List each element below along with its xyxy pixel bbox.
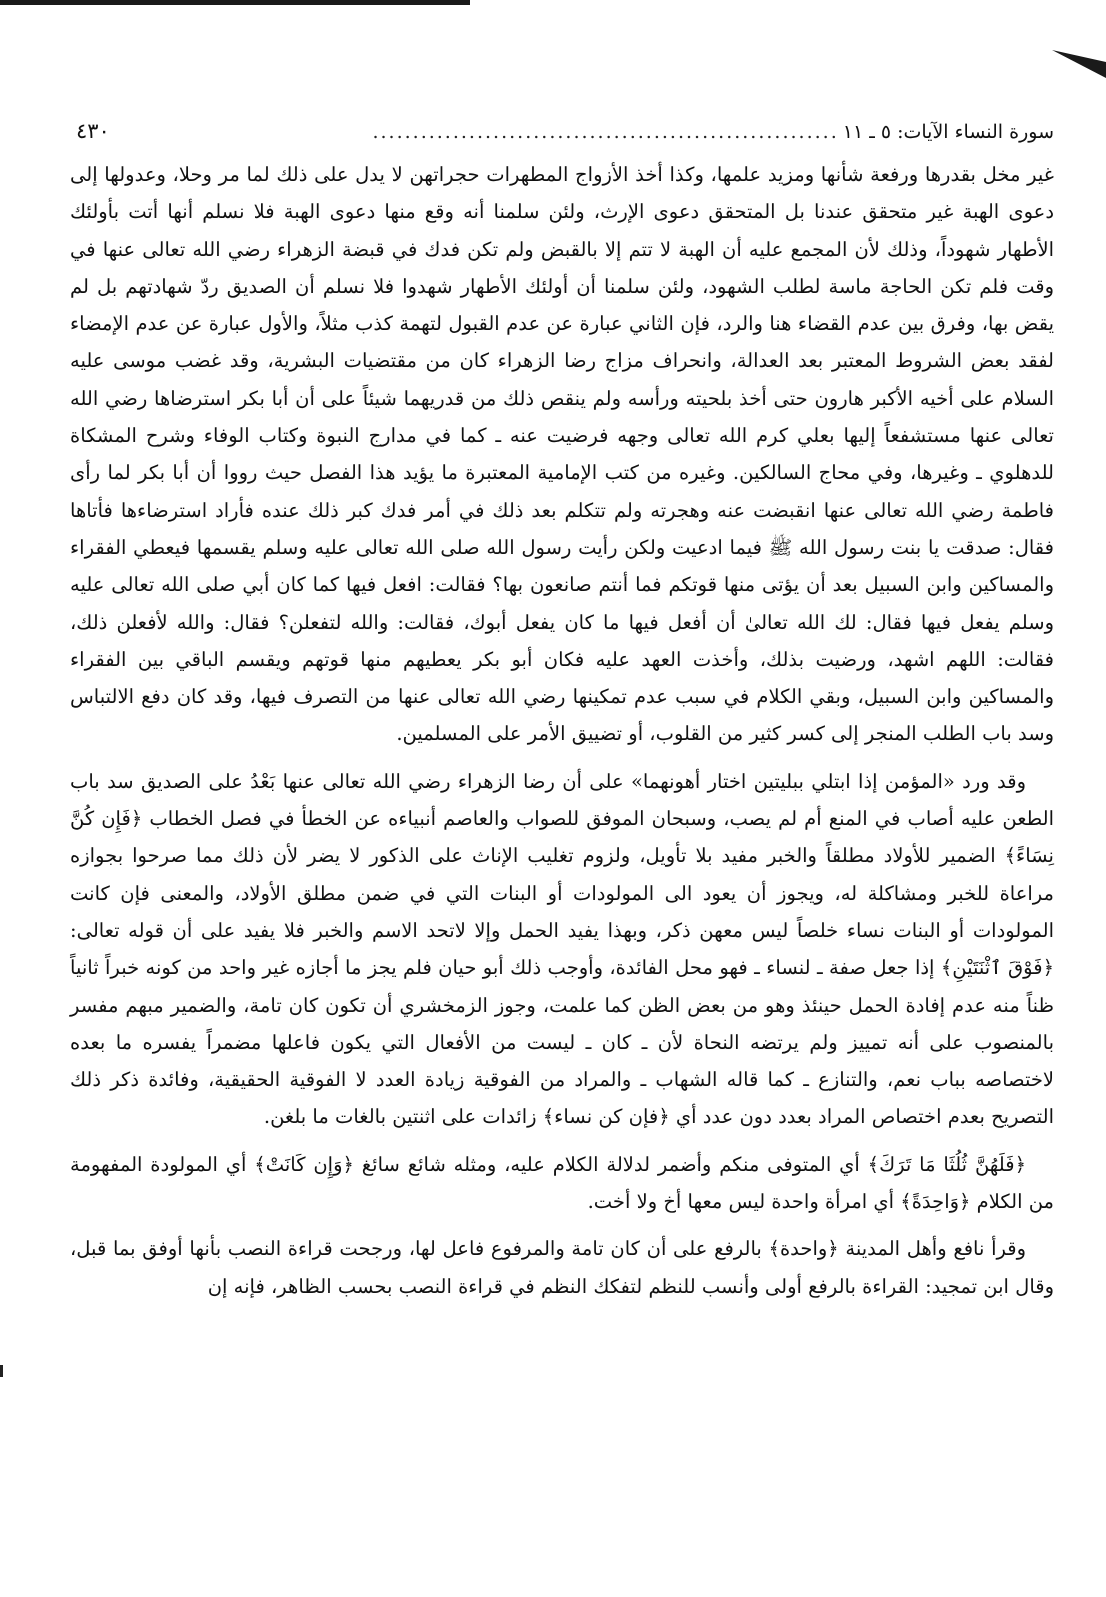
scan-edge-line (0, 0, 470, 5)
paragraph-1: غير مخل بقدرها ورفعة شأنها ومزيد علمها، وكذا أخذ الأزواج المطهرات حجراتهن لا يدل على ذلك لما مر وحلا، وعدولها إلى دعوى الهبة غير متحقق عندنا بل المتحقق دعوى الإرث، ولئن سلمنا أنه وقع منها دعوى الهبة فلا نسلم أنها أتت بأولئك الأطهار شهوداً، وذلك لأن المجمع عليه أن الهبة لا تتم إلا بالقبض ولم تكن فدك في قبضة الزهراء رضي الله تعالى عنها في وقت فلم تكن الحاجة ماسة لطلب الشهود، ولئن سلمنا أن أولئك الأطهار شهدوا فلا نسلم أن الصديق ردّ شهادتهم بل لم يقض بها، وفرق بين عدم القضاء هنا والرد، فإن الثاني عبارة عن عدم القبول لتهمة كذب مثلاً، والأول عبارة عن عدم الإمضاء لفقد بعض الشروط المعتبر بعد العدالة، وانحراف مزاج رضا الزهراء كان من مقتضيات البشرية، وقد غضب موسى عليه السلام على أخيه الأكبر هارون حتى أخذ بلحيته ورأسه ولم ينقص ذلك من قدريهما شيئاً على أن أبا بكر استرضاها رضي الله تعالى عنها مستشفعاً إليها بعلي كرم الله تعالى وجهه فرضيت عنه ـ كما في مدارج النبوة وكتاب الوفاء وشرح المشكاة للدهلوي ـ وغيرها، وفي محاج السالكين. وغيره من كتب الإمامية المعتبرة ما يؤيد هذا الفصل حيث رووا أن أبا بكر لما رأى فاطمة رضي الله تعالى عنها انقبضت عنه وهجرته ولم تتكلم بعد ذلك في أمر فدك كبر ذلك عنده فأراد استرضاءها فأتاها فقال: صدقت يا بنت رسول الله ﷺ فيما ادعيت ولكن رأيت رسول الله صلى الله تعالى عليه وسلم يقسمها فيعطي الفقراء والمساكين وابن السبيل بعد أن يؤتى منها قوتكم فما أنتم صانعون بها؟ فقالت: افعل فيها كما كان أبي صلى الله تعالى عليه وسلم يفعل فيها فقال: لك الله تعالىٰ أن أفعل فيها ما كان يفعل أبوك، فقالت: والله لتفعلن؟ فقال: والله لأفعلن ذلك، فقالت: اللهم اشهد، ورضيت بذلك، وأخذت العهد عليه فكان أبو بكر يعطيهم منها قوتهم ويقسم الباقي بين الفقراء والمساكين وابن السبيل، وبقي الكلام في سبب عدم تمكينها رضي الله تعالى عنها من التصرف فيها، وقد كان دفع الالتباس وسد باب الطلب المنجر إلى كسر كثير من القلوب، أو تضييق الأمر على المسلمين. (70, 163, 1054, 746)
paragraph-2: وقد ورد «المؤمن إذا ابتلي ببليتين اختار أهونهما» على أن رضا الزهراء رضي الله تعالى عنها بَعْدُ على الصديق سد باب الطعن عليه أصاب في المنع أم لم يصب، وسبحان الموفق للصواب والعاصم أنبياءه عن الخطأ في فصل الخطاب ﴿فَإِن كُنَّ نِسَاءً﴾ الضمير للأولاد مطلقاً والخبر مفيد بلا تأويل، ولزوم تغليب الإناث على الذكور لا يضر لأن ذلك مما صرحوا بجوازه مراعاة للخبر ومشاكلة له، ويجوز أن يعود الى المولودات أو البنات التي في ضمن مطلق الأولاد، والمعنى فإن كانت المولودات أو البنات نساء خلصاً ليس معهن ذكر، وبهذا يفيد الحمل وإلا لاتحد الاسم والخبر فلا يفيد على أن قوله تعالى: ﴿فَوْقَ ٱثْنَتَيْنِ﴾ إذا جعل صفة ـ لنساء ـ فهو محل الفائدة، وأوجب ذلك أبو حيان فلم يجز ما أجازه غير واحد من كونه خبراً ثانياً ظناً منه عدم إفادة الحمل حينئذ وهو من بعض الظن كما علمت، وجوز الزمخشري أن تكون كان تامة، والضمير مبهم مفسر بالمنصوب على أنه تمييز ولم يرتضه النحاة لأن ـ كان ـ ليست من الأفعال التي يكون فاعلها مضمراً يفسره ما بعده لاختصاصه بباب نعم، والتنازع ـ كما قاله الشهاب ـ والمراد من الفوقية زيادة العدد لا الفوقية الحقيقية، وفائدة ذكر ذلك التصريح بعدم اختصاص المراد بعدد دون عدد أي ﴿فإن كن نساء﴾ زائدات على اثنتين بالغات ما بلغن. (70, 769, 1054, 1129)
paragraph-3: ﴿فَلَهُنَّ ثُلُثَا مَا تَرَكَ﴾ أي المتوفى منكم وأضمر لدلالة الكلام عليه، ومثله شائع سائغ ﴿وَإِن كَانَتْ﴾ أي المولودة المفهومة من الكلام ﴿وَاحِدَةً﴾ أي امرأة واحدة ليس معها أخ ولا أخت. (70, 1152, 1054, 1214)
header-leader-dots: .......................................................... (372, 121, 839, 143)
scan-margin-mark (0, 1365, 3, 1377)
running-header (70, 118, 1054, 148)
surah-header-title: سورة النساء الآيات: ٥ ـ ١١ (842, 121, 1054, 143)
paragraph-4: وقرأ نافع وأهل المدينة ﴿واحدة﴾ بالرفع على أن كان تامة والمرفوع فاعل لها، ورجحت قراءة النصب بأنها أوفق بما قبل، وقال ابن تمجيد: القراءة بالرفع أولى وأنسب للنظم لتفكك النظم في قراءة النصب بحسب الظاهر، فإنه إن (70, 1237, 1054, 1298)
page-body (70, 156, 1054, 1305)
page-number: ٤٣٠ (76, 119, 110, 143)
book-page (70, 118, 1054, 1305)
